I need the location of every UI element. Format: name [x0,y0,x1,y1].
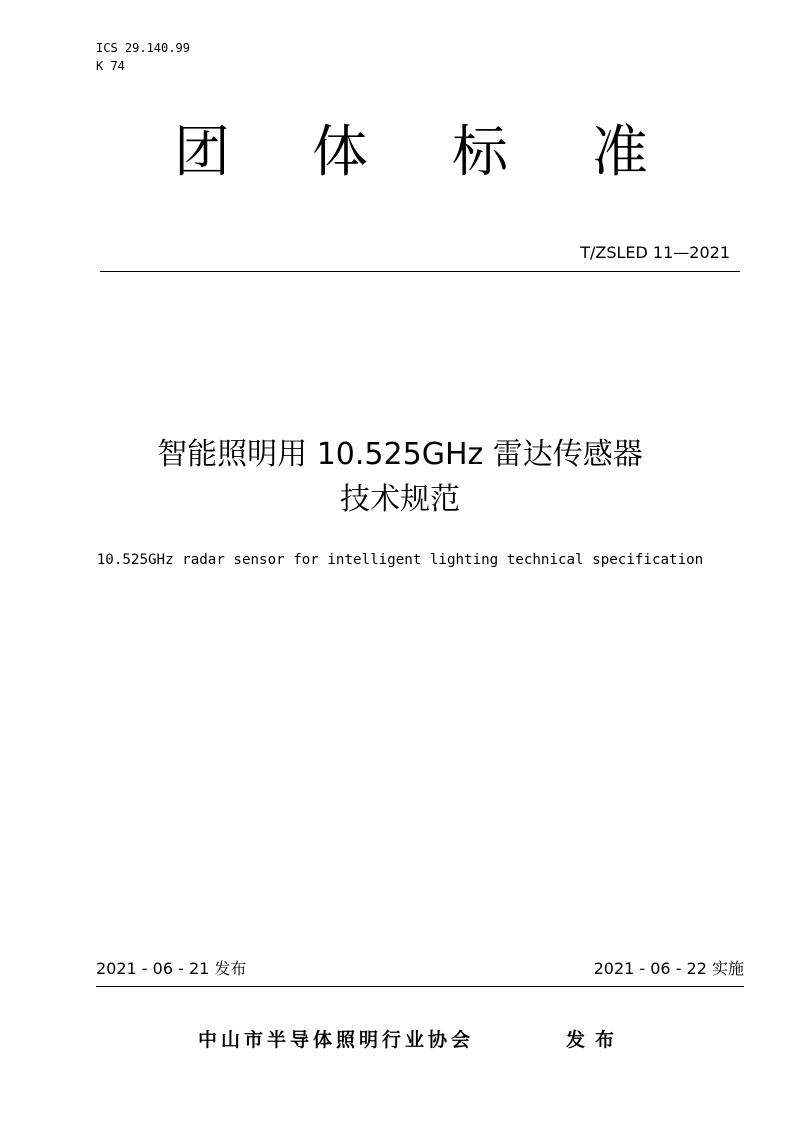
implement-date: 2021 - 06 - 22 实施 [593,959,744,978]
heading-char: 标 [452,120,508,185]
ics-code: ICS 29.140.99 [96,41,190,55]
ccs-code: K 74 [96,59,125,73]
bottom-divider [96,986,744,987]
title-cn-line1: 智能照明用 10.525GHz 雷达传感器 [157,437,643,472]
issuer-action: 发布 [566,1029,625,1051]
top-divider [100,271,740,272]
issuer-name: 中山市半导体照明行业协会 [198,1029,475,1051]
standard-type-heading [0,118,800,188]
heading-char: 团 [174,120,230,185]
publish-date: 2021 - 06 - 21 发布 [96,959,247,978]
title-en: 10.525GHz radar sensor for intelligent lighting technical specification [96,552,704,568]
heading-char: 准 [592,120,648,185]
heading-char: 体 [312,120,368,185]
standard-number: T/ZSLED 11—2021 [580,243,730,262]
title-cn-line2: 技术规范 [340,482,460,517]
